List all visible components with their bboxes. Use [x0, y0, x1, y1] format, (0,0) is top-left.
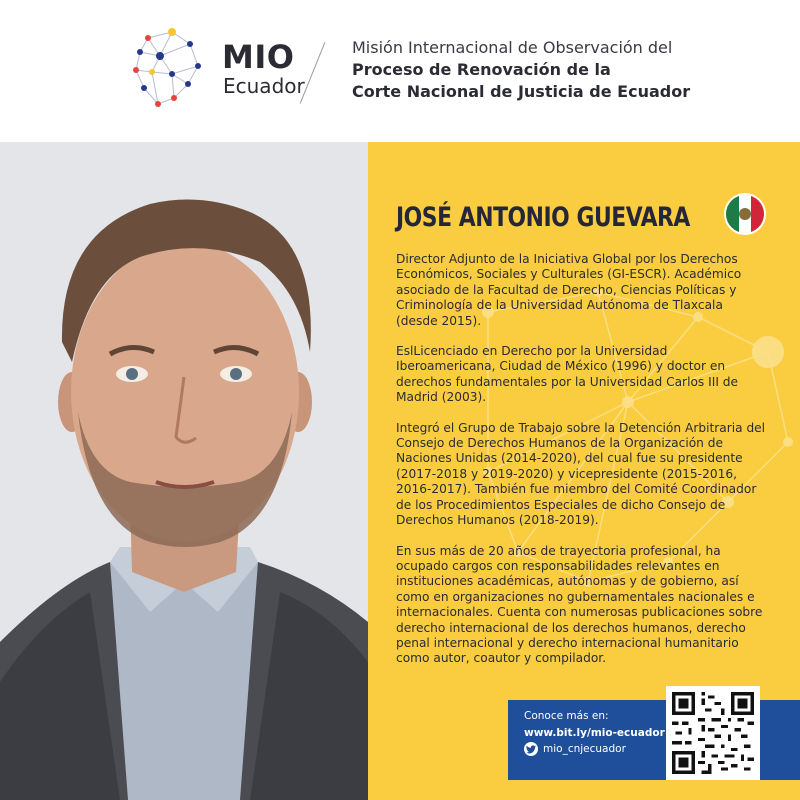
bio-paragraph: EslLicenciado en Derecho por la Universidad Iberoamericana, Ciudad de México (1996) y doctor en derechos fundamentales por la Universidad Carlos III de Madrid (2003). — [396, 344, 739, 405]
bio-text — [396, 252, 768, 682]
qr-code[interactable] — [666, 686, 760, 780]
person-name: JOSÉ ANTONIO GUEVARA — [396, 202, 690, 233]
portrait-illustration — [0, 142, 368, 800]
header — [0, 0, 800, 142]
brand-ecuador: Ecuador — [223, 74, 305, 98]
brand-mio: MIO — [222, 38, 295, 76]
mio-network-logo-icon — [128, 26, 212, 110]
bio-paragraph: Integró el Grupo de Trabajo sobre la Detención Arbitraria del Consejo de Derechos Humanos de la Organización de Naciones Unidas (2014-2020), del cual fue su presidente (2017-2018 y 2019-2020) y vicepresidente (2015-2016, 2016-2017). También fue miembro del Comité Coordinador de los Procedimientos Especiales de dicho Consejo de Derechos Humanos (2018-2019). — [396, 420, 766, 528]
twitter-icon — [524, 742, 538, 756]
bio-paragraph: En sus más de 20 años de trayectoria profesional, ha ocupado cargos con responsabilidades relevantes en instituciones académicas, autónomas y de gobierno, así como en organizaciones no gubernamentales nacionales e internacionales. Cuenta con numerosas publicaciones sobre derecho internacional de los derechos humanos, derecho penal internacional y derecho internacional humanitario como autor, coautor y compilador. — [396, 543, 763, 666]
qr-code-icon — [672, 692, 754, 774]
contact-label: Conoce más en: — [524, 710, 609, 722]
twitter-handle: mio_cnjecuador — [543, 743, 626, 755]
header-divider — [300, 42, 326, 104]
mission-title-line3: Corte Nacional de Justicia de Ecuador — [352, 82, 691, 101]
portrait-photo — [0, 142, 368, 800]
mission-title-line2: Proceso de Renovación de la — [352, 60, 611, 79]
bio-paragraph: Director Adjunto de la Iniciativa Global por los Derechos Económicos, Sociales y Culturales (GI-ESCR). Académico asociado de la Facultad de Derecho, Ciencias Políticas y Criminología de la Universidad Autónoma de Tlaxcala (desde 2015). — [396, 252, 742, 328]
mission-title-line1: Misión Internacional de Observación del — [352, 38, 673, 57]
twitter-handle-row[interactable] — [524, 742, 626, 756]
mexico-flag-icon — [724, 193, 766, 235]
website-link[interactable]: www.bit.ly/mio-ecuador — [524, 727, 665, 739]
